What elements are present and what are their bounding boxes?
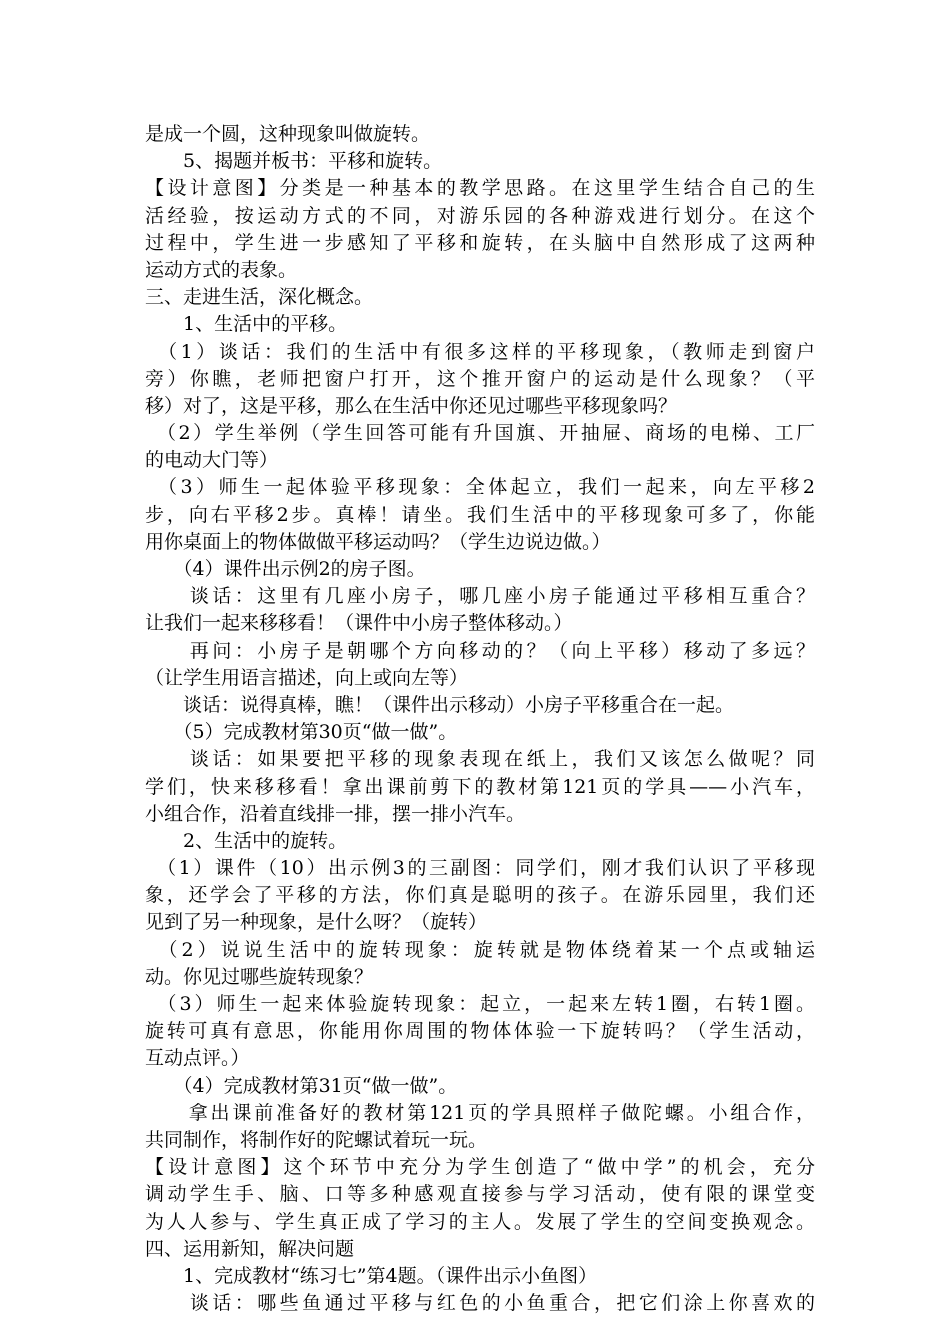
text-line: 学们，快来移移看！拿出课前剪下的教材第121页的学具——小汽车， [145,775,815,798]
text-line: 【设计意图】分类是一种基本的教学思路。在这里学生结合自己的生 [145,177,815,200]
text-line: 1、完成教材“练习七”第4题。（课件出示小鱼图） [145,1264,598,1287]
text-line: 为人人参与、学生真正成了学习的主人。发展了学生的空间变换观念。 [145,1210,815,1233]
text-line: 再问：小房子是朝哪个方向移动的？（向上平移）移动了多远？ [145,639,815,662]
section-heading: 四、运用新知，解决问题 [145,1237,355,1260]
text-line: 谈话：这里有几座小房子，哪几座小房子能通过平移相互重合？ [145,585,815,608]
text-line: 谈话：哪些鱼通过平移与红色的小鱼重合，把它们涂上你喜欢的 [145,1292,815,1315]
text-line: 步，向右平移2步。真棒！请坐。我们生活中的平移现象可多了，你能 [145,503,815,526]
text-line: （1）课件（10）出示例3的三副图：同学们，刚才我们认识了平移现 [145,857,815,880]
document-page [145,121,815,1317]
text-line: 活经验，按运动方式的不同，对游乐园的各种游戏进行划分。在这个 [145,204,815,227]
text-line: 是成一个圆，这种现象叫做旋转。 [145,123,431,145]
text-line: 旁）你瞧，老师把窗户打开，这个推开窗户的运动是什么现象？（平 [145,367,815,390]
text-line: 旋转可真有意思，你能用你周围的物体体验一下旋转吗？（学生活动， [145,1020,815,1043]
text-line: （2）说说生活中的旋转现象：旋转就是物体绕着某一个点或轴运 [145,938,815,961]
text-line: 5、揭题并板书：平移和旋转。 [145,150,443,173]
text-line: （3）师生一起体验平移现象：全体起立，我们一起来，向左平移2 [145,476,815,499]
text-line: 的电动大门等） [145,449,279,472]
text-line: 象，还学会了平移的方法，你们真是聪明的孩子。在游乐园里，我们还 [145,884,815,907]
text-line: 谈话：如果要把平移的现象表现在纸上，我们又该怎么做呢？同 [145,748,815,771]
text-line: （5）完成教材第30页“做一做”。 [145,721,458,744]
subsection-heading: 1、生活中的平移。 [145,313,348,336]
subsection-heading: 2、生活中的旋转。 [145,829,348,852]
text-line: 拿出课前准备好的教材第121页的学具照样子做陀螺。小组合作， [145,1101,815,1124]
text-line: 小组合作，沿着直线排一排，摆一排小汽车。 [145,802,526,825]
text-line: （让学生用语言描述，向上或向左等） [145,666,469,689]
text-line: （1）谈话：我们的生活中有很多这样的平移现象，（教师走到窗户 [145,340,815,363]
text-line: 谈话：说得真棒，瞧！（课件出示移动）小房子平移重合在一起。 [145,693,735,716]
text-line: 共同制作，将制作好的陀螺试着玩一玩。 [145,1128,488,1151]
text-line: （4）完成教材第31页“做一做”。 [145,1074,458,1097]
text-line: 【设计意图】这个环节中充分为学生创造了“做中学”的机会，充分 [145,1156,815,1179]
section-heading: 三、走进生活，深化概念。 [145,286,374,309]
text-line: 让我们一起来移移看！（课件中小房子整体移动。） [145,612,573,635]
text-line: 见到了另一种现象，是什么呀？（旋转） [145,911,488,934]
text-line: （4）课件出示例2的房子图。 [145,558,426,580]
text-line: （2）学生举例（学生回答可能有升国旗、开抽屉、商场的电梯、工厂 [145,422,815,445]
text-line: 移）对了，这是平移，那么在生活中你还见过哪些平移现象吗？ [145,394,678,417]
text-line: 用你桌面上的物体做做平移运动吗？（学生边说边做。） [145,530,611,553]
text-line: 互动点评。） [145,1047,250,1070]
text-line: 调动学生手、脑、口等多种感观直接参与学习活动，使有限的课堂变 [145,1183,815,1206]
text-line: 运动方式的表象。 [145,258,298,281]
text-line: 过程中，学生进一步感知了平移和旋转，在头脑中自然形成了这两种 [145,231,815,254]
text-line: 动。你见过哪些旋转现象？ [145,965,374,988]
text-line: （3）师生一起来体验旋转现象：起立，一起来左转1圈，右转1圈。 [145,993,815,1015]
